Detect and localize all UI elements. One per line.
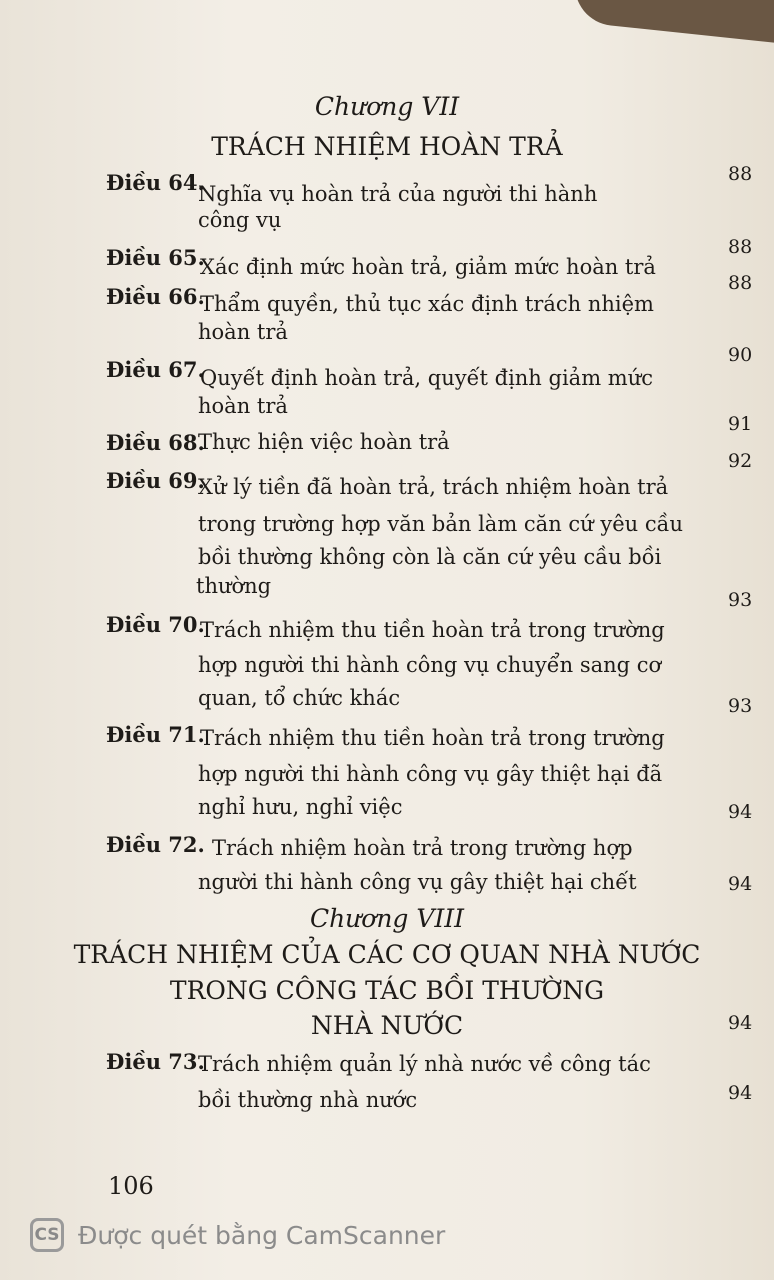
toc-entry-page: 93	[728, 589, 753, 611]
toc-entry-label: Điều 69.	[106, 468, 205, 493]
toc-entry-page: 90	[728, 344, 753, 366]
toc-entry-text: quan, tổ chức khác	[198, 686, 401, 710]
toc-entry-text: Thực hiện việc hoàn trả	[198, 430, 450, 454]
toc-entry-text: hoàn trả	[198, 394, 288, 418]
toc-entry-text: Nghĩa vụ hoàn trả của người thi hành	[198, 182, 598, 206]
page-corner-shadow	[571, 0, 774, 46]
toc-entry-text: hợp người thi hành công vụ chuyển sang cơ	[198, 653, 662, 677]
toc-entry-label: Điều 65.	[106, 245, 205, 270]
toc-entry-page: 94	[728, 1082, 753, 1104]
page-number: 106	[108, 1172, 154, 1200]
toc-entry-text: Thẩm quyền, thủ tục xác định trách nhiệm	[200, 292, 654, 316]
toc-entry-page: 88	[728, 163, 753, 185]
camscanner-watermark	[30, 1218, 445, 1252]
toc-entry-page: 88	[728, 272, 753, 294]
chapter-7-subtitle: TRÁCH NHIỆM HOÀN TRẢ	[211, 132, 563, 161]
toc-entry-text: Xác định mức hoàn trả, giảm mức hoàn trả	[200, 255, 656, 279]
toc-entry-page: 94	[728, 873, 753, 895]
toc-entry-page: 93	[728, 695, 753, 717]
toc-entry-text: Xử lý tiền đã hoàn trả, trách nhiệm hoàn trả	[198, 475, 669, 499]
chapter-8-subtitle-line: NHÀ NƯỚC	[310, 1011, 464, 1040]
chapter-8-page: 94	[728, 1012, 753, 1034]
toc-entry-page: 88	[728, 236, 753, 258]
toc-entry-label: Điều 71.	[106, 722, 205, 747]
toc-entry-text: hoàn trả	[198, 320, 288, 344]
chapter-8-subtitle-line: TRONG CÔNG TÁC BỒI THƯỜNG	[169, 976, 605, 1005]
toc-entry-label: Điều 67.	[106, 357, 205, 382]
chapter-8-title: Chương VIII	[309, 904, 465, 933]
watermark-text: Được quét bằng CamScanner	[78, 1220, 446, 1250]
toc-entry-label: Điều 70.	[106, 612, 205, 637]
toc-entry-page: 92	[728, 450, 753, 472]
toc-entry-text: Quyết định hoàn trả, quyết định giảm mức	[200, 366, 653, 390]
chapter-7-title: Chương VII	[314, 92, 460, 121]
camscanner-logo-icon: CS	[30, 1218, 64, 1252]
toc-entry-label: Điều 73.	[106, 1049, 205, 1074]
toc-entry-text: công vụ	[198, 208, 282, 232]
toc-entry-text: Trách nhiệm thu tiền hoàn trả trong trường	[200, 726, 665, 750]
toc-entry-label: Điều 66.	[106, 284, 205, 309]
toc-entry-text: Trách nhiệm thu tiền hoàn trả trong trường	[200, 618, 665, 642]
toc-entry-text: trong trường hợp văn bản làm căn cứ yêu cầu	[198, 512, 683, 536]
toc-entry-text: thường	[196, 574, 272, 598]
chapter-8-subtitle-line: TRÁCH NHIỆM CỦA CÁC CƠ QUAN NHÀ NƯỚC	[73, 940, 701, 969]
toc-entry-text: nghỉ hưu, nghỉ việc	[198, 795, 403, 819]
toc-entry-text: bồi thường không còn là căn cứ yêu cầu bồi	[198, 545, 662, 569]
toc-entry-page: 91	[728, 413, 753, 435]
toc-entry-page: 94	[728, 801, 753, 823]
toc-entry-label: Điều 72.	[106, 832, 205, 857]
toc-entry-text: Trách nhiệm hoàn trả trong trường hợp	[212, 836, 633, 860]
toc-entry-text: bồi thường nhà nước	[198, 1088, 418, 1112]
toc-entry-text: Trách nhiệm quản lý nhà nước về công tác	[198, 1052, 651, 1076]
toc-entry-label: Điều 64.	[106, 170, 205, 195]
toc-entry-text: hợp người thi hành công vụ gây thiệt hại đã	[198, 762, 663, 786]
toc-entry-text: người thi hành công vụ gây thiệt hại chết	[198, 870, 637, 894]
toc-entry-label: Điều 68.	[106, 430, 205, 455]
